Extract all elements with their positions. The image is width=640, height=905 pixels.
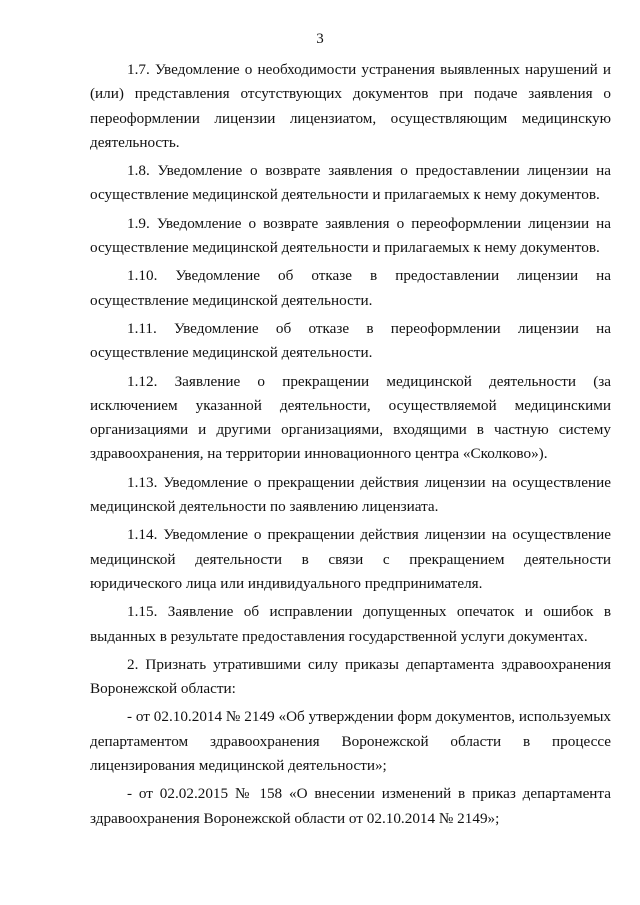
paragraph-1-12: 1.12. Заявление о прекращении медицинской деятельности (за исключением указанной деятельности, осуществляемой медицинскими организациями и другими организациями, входящими в частную систему здравоохранения, на территории инновационного центра «Сколково»). xyxy=(90,372,611,463)
paragraph-1-13: 1.13. Уведомление о прекращении действия лицензии на осуществление медицинской деятельности по заявлению лицензиата. xyxy=(90,473,611,516)
paragraph-1-14: 1.14. Уведомление о прекращении действия лицензии на осуществление медицинской деятельности в связи с прекращением деятельности юридического лица или индивидуального предпринимателя. xyxy=(90,526,611,592)
paragraph-1-15: 1.15. Заявление об исправлении допущенных опечаток и ошибок в выданных в результате предоставления государственной услуги документах. xyxy=(90,603,611,645)
list-item-order-2149: - от 02.10.2014 № 2149 «Об утверждении форм документов, используемых департаментом здравоохранения Воронежской области в процессе лицензирования медицинской деятельности»; xyxy=(90,708,611,775)
paragraph-1-7: 1.7. Уведомление о необходимости устранения выявленных нарушений и (или) представления отсутствующих документов при подаче заявления о переоформлении лицензии лицензиатом, осуществляющим медицинскую деятельность. xyxy=(90,61,611,151)
page-number: 3 xyxy=(316,31,324,47)
paragraph-1-10: 1.10. Уведомление об отказе в предоставлении лицензии на осуществление медицинской деятельности. xyxy=(90,267,611,309)
document-body xyxy=(90,58,611,835)
paragraph-2: 2. Признать утратившими силу приказы департамента здравоохранения Воронежской области: xyxy=(90,655,611,698)
list-item-order-158: - от 02.02.2015 № 158 «О внесении изменений в приказ департамента здравоохранения Воронежской области от 02.10.2014 № 2149»; xyxy=(90,785,611,827)
paragraph-1-11: 1.11. Уведомление об отказе в переоформлении лицензии на осуществление медицинской деятельности. xyxy=(90,319,611,362)
paragraph-1-9: 1.9. Уведомление о возврате заявления о переоформлении лицензии на осуществление медицинской деятельности и прилагаемых к нему документов. xyxy=(90,214,611,257)
paragraph-1-8: 1.8. Уведомление о возврате заявления о предоставлении лицензии на осуществление медицинской деятельности и прилагаемых к нему документов. xyxy=(90,162,611,204)
